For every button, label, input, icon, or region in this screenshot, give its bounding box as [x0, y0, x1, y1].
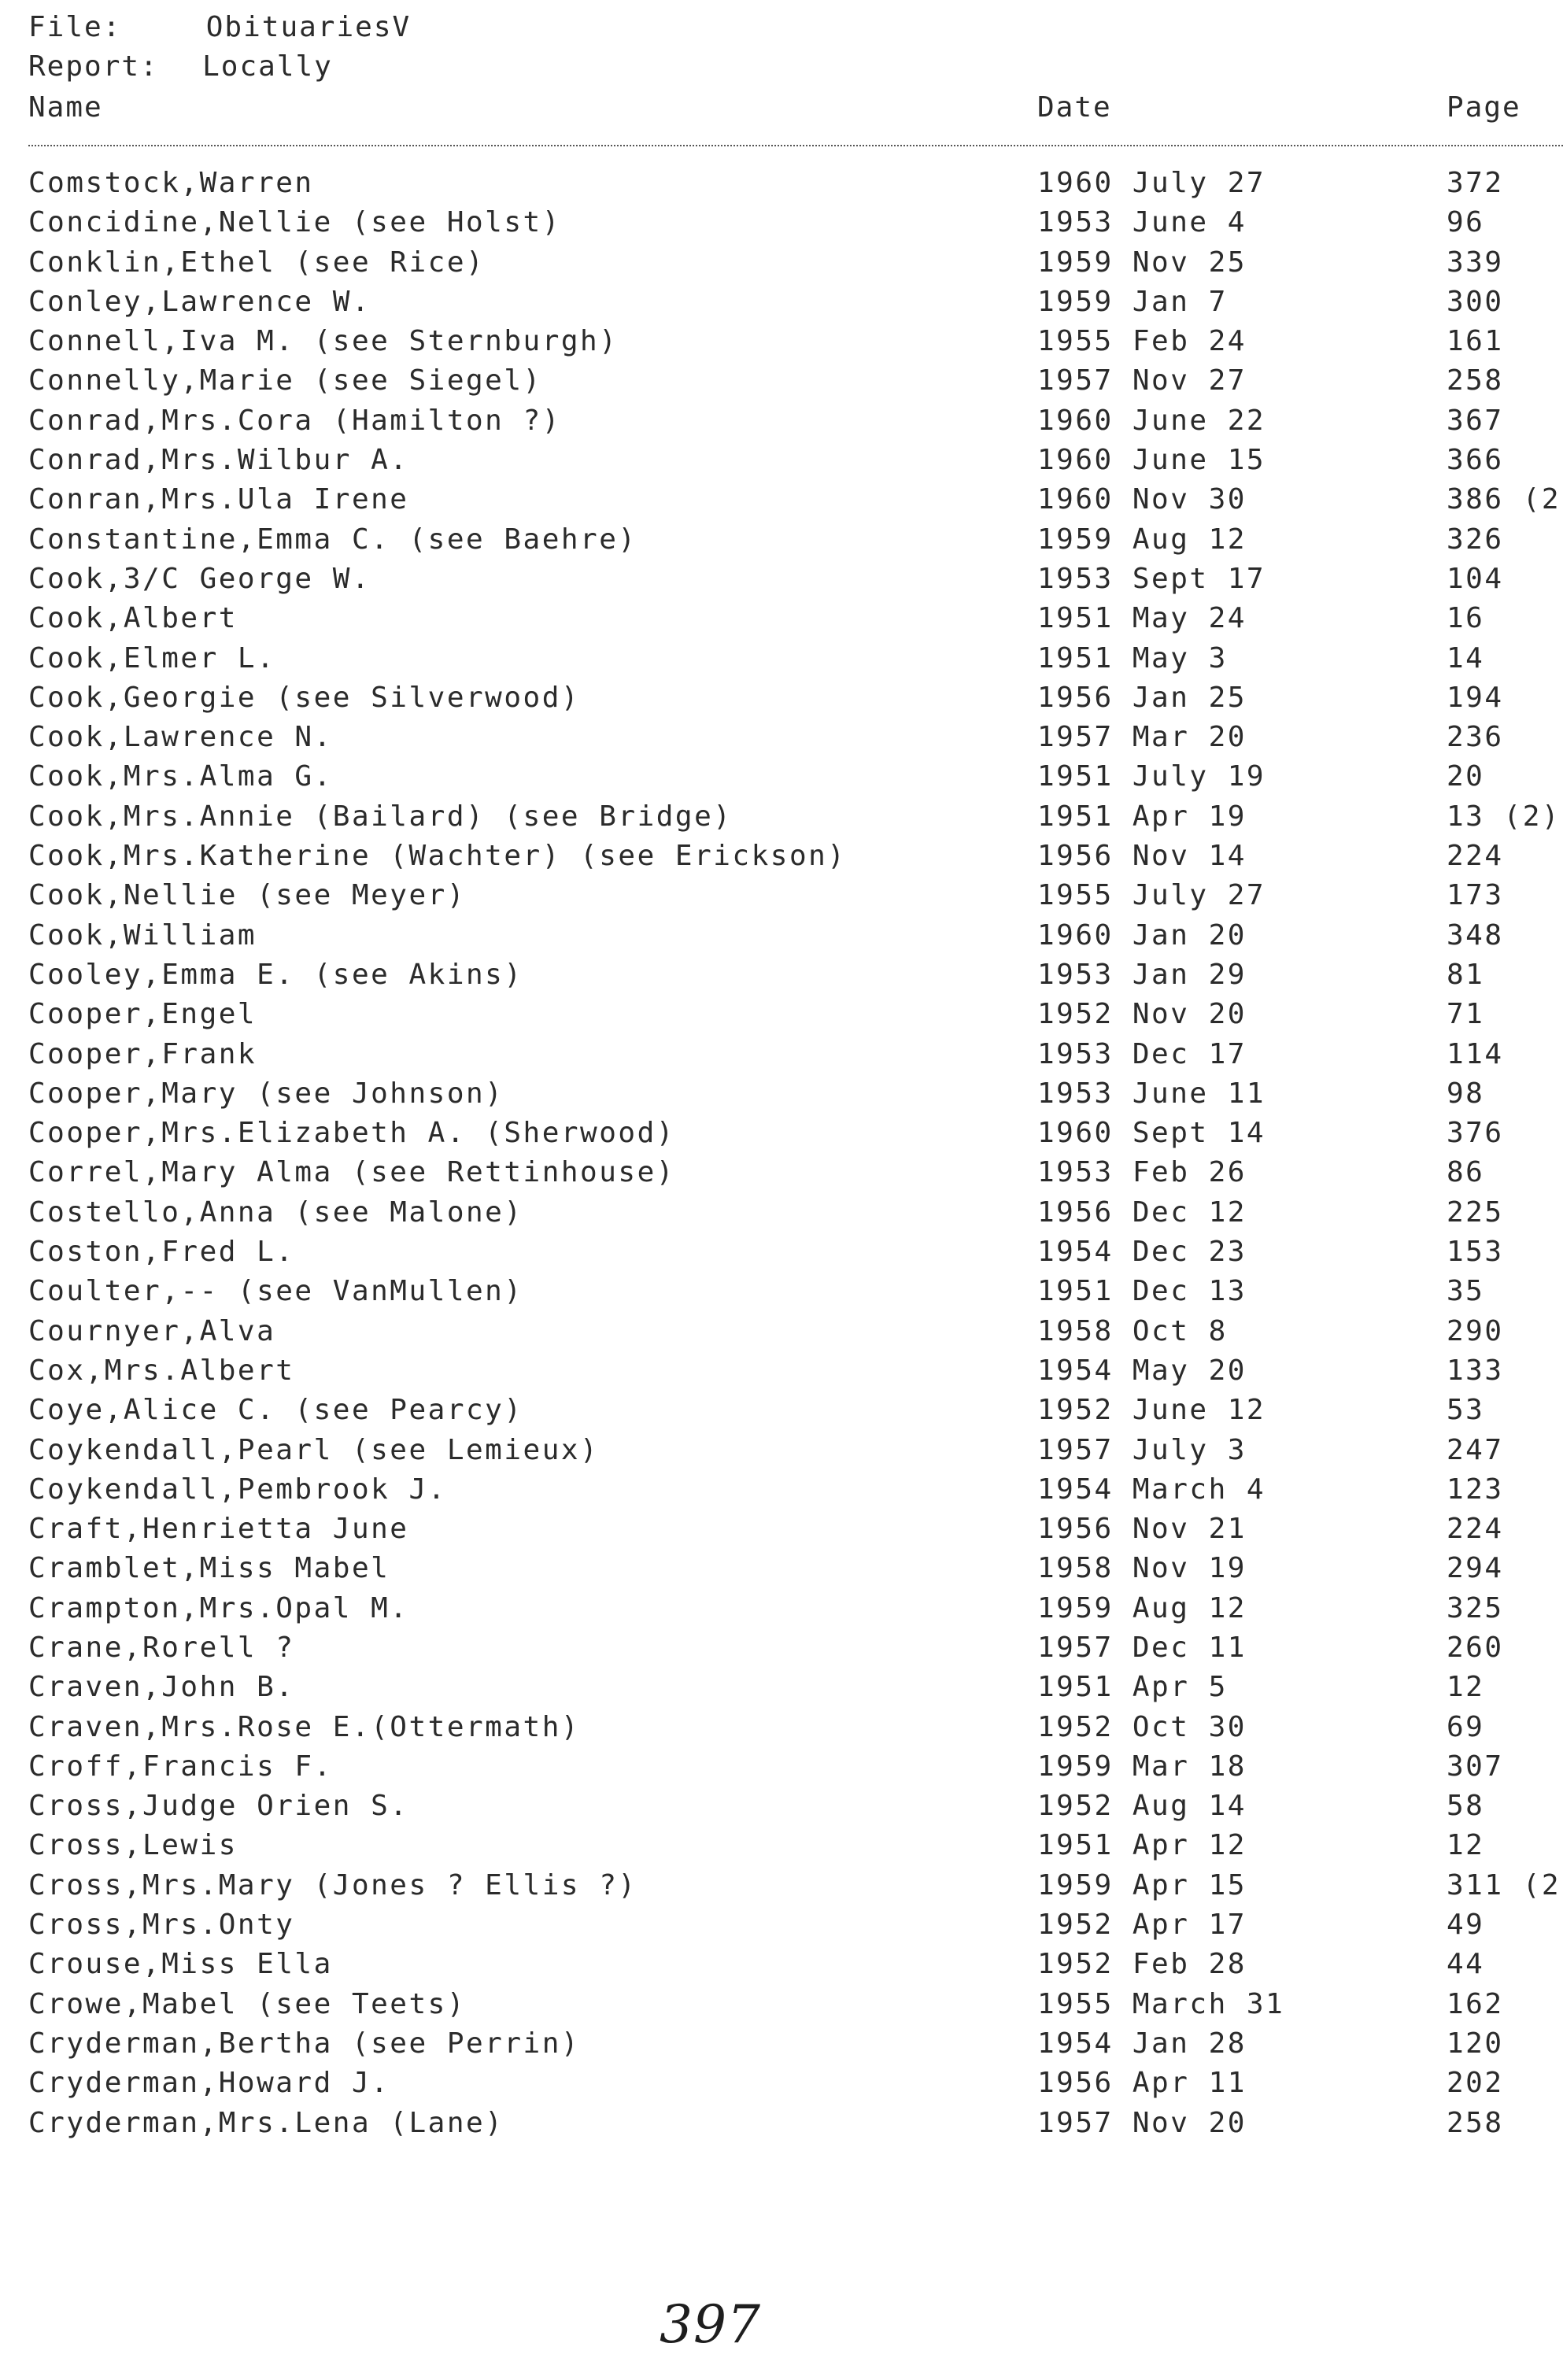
entry-date: 1959 Nov 25	[1037, 246, 1247, 279]
list-item	[0, 206, 1563, 246]
entry-name: Coulter,-- (see VanMullen)	[28, 1275, 523, 1308]
entry-name: Cook,Nellie (see Meyer)	[28, 879, 466, 912]
list-item	[0, 563, 1563, 602]
entry-date: 1953 Sept 17	[1037, 562, 1266, 595]
entry-page: 224	[1447, 840, 1504, 873]
entry-page: 123	[1447, 1473, 1504, 1506]
list-item	[0, 760, 1563, 800]
entry-date: 1954 Dec 23	[1037, 1236, 1247, 1269]
entry-page: 307	[1447, 1750, 1504, 1783]
list-item	[0, 325, 1563, 364]
entry-name: Cook,3/C George W.	[28, 562, 371, 595]
list-item	[0, 1790, 1563, 1829]
entry-page: 120	[1447, 2027, 1504, 2060]
entry-page: 13 (2)	[1447, 800, 1561, 833]
entry-name: Crane,Rorell ?	[28, 1631, 295, 1664]
entry-date: 1960 July 27	[1037, 167, 1266, 199]
entry-date: 1955 March 31	[1037, 1987, 1285, 2020]
entry-page: 35	[1447, 1275, 1485, 1308]
entry-date: 1960 Nov 30	[1037, 483, 1247, 516]
entry-date: 1952 Nov 20	[1037, 998, 1247, 1031]
entry-date: 1957 Dec 11	[1037, 1631, 1247, 1664]
entry-page: 367	[1447, 404, 1504, 437]
entry-name: Coston,Fred L.	[28, 1236, 295, 1269]
list-item	[0, 2067, 1563, 2106]
entry-page: 71	[1447, 998, 1485, 1031]
list-item	[0, 1552, 1563, 1591]
entry-name: Cryderman,Bertha (see Perrin)	[28, 2027, 581, 2060]
entry-page: 260	[1447, 1631, 1504, 1664]
list-item	[0, 364, 1563, 404]
page-number: 397	[660, 2294, 761, 2355]
entry-name: Craven,Mrs.Rose E.(Ottermath)	[28, 1710, 581, 1743]
list-item	[0, 523, 1563, 563]
entry-name: Constantine,Emma C. (see Baehre)	[28, 523, 637, 556]
entry-name: Coye,Alice C. (see Pearcy)	[28, 1394, 523, 1427]
list-item	[0, 840, 1563, 879]
entry-page: 69	[1447, 1710, 1485, 1743]
entry-page: 173	[1447, 879, 1504, 912]
list-item	[0, 1473, 1563, 1513]
entry-date: 1952 Aug 14	[1037, 1790, 1247, 1823]
entry-date: 1956 Dec 12	[1037, 1196, 1247, 1229]
entry-date: 1957 Mar 20	[1037, 721, 1247, 754]
list-item	[0, 1315, 1563, 1354]
entry-name: Cryderman,Mrs.Lena (Lane)	[28, 2106, 504, 2139]
entry-page: 372	[1447, 167, 1504, 199]
list-item	[0, 682, 1563, 721]
entry-page: 326	[1447, 523, 1504, 556]
entry-page: 98	[1447, 1077, 1485, 1110]
entry-name: Conrad,Mrs.Cora (Hamilton ?)	[28, 404, 561, 437]
entry-date: 1958 Oct 8	[1037, 1314, 1228, 1347]
list-item	[0, 1236, 1563, 1275]
report-line	[28, 50, 333, 83]
entry-date: 1957 Nov 27	[1037, 364, 1247, 397]
entry-page: 49	[1447, 1909, 1485, 1942]
entry-date: 1952 June 12	[1037, 1394, 1266, 1427]
entry-date: 1952 Apr 17	[1037, 1909, 1247, 1942]
list-item	[0, 1434, 1563, 1473]
list-item	[0, 1038, 1563, 1077]
entry-date: 1957 July 3	[1037, 1433, 1247, 1466]
list-item	[0, 879, 1563, 918]
entry-page: 114	[1447, 1037, 1504, 1070]
entry-date: 1959 Apr 15	[1037, 1868, 1247, 1901]
list-item	[0, 1592, 1563, 1632]
file-line	[28, 11, 411, 43]
list-item	[0, 444, 1563, 483]
entry-name: Cook,Albert	[28, 602, 238, 635]
entry-date: 1958 Nov 19	[1037, 1552, 1247, 1585]
list-item	[0, 1354, 1563, 1394]
entry-date: 1959 Aug 12	[1037, 1591, 1247, 1624]
entry-date: 1951 Apr 19	[1037, 800, 1247, 833]
entry-page: 339	[1447, 246, 1504, 279]
entry-name: Cooper,Mary (see Johnson)	[28, 1077, 504, 1110]
entry-name: Cook,Mrs.Alma G.	[28, 760, 333, 793]
list-item	[0, 405, 1563, 444]
list-item	[0, 1156, 1563, 1196]
entry-date: 1952 Oct 30	[1037, 1710, 1247, 1743]
entry-name: Conklin,Ethel (see Rice)	[28, 246, 486, 279]
entry-name: Cramblet,Miss Mabel	[28, 1552, 390, 1585]
entry-name: Cross,Judge Orien S.	[28, 1790, 409, 1823]
entry-name: Conley,Lawrence W.	[28, 285, 371, 318]
entry-page: 161	[1447, 325, 1504, 358]
list-item	[0, 1275, 1563, 1314]
entry-page: 20	[1447, 760, 1485, 793]
report-value: Locally	[202, 50, 333, 83]
entry-date: 1951 Dec 13	[1037, 1275, 1247, 1308]
list-item	[0, 246, 1563, 286]
entry-page: 153	[1447, 1236, 1504, 1269]
entry-name: Costello,Anna (see Malone)	[28, 1196, 523, 1229]
list-item	[0, 1671, 1563, 1710]
entry-name: Cryderman,Howard J.	[28, 2067, 390, 2100]
column-header-date: Date	[1037, 91, 1112, 124]
entry-date: 1952 Feb 28	[1037, 1948, 1247, 1981]
entry-name: Craft,Henrietta June	[28, 1513, 409, 1546]
entry-page: 386 (2	[1447, 483, 1561, 516]
entry-date: 1951 May 3	[1037, 641, 1228, 674]
entry-date: 1951 July 19	[1037, 760, 1266, 793]
file-value: ObituariesV	[205, 11, 412, 43]
entry-page: 14	[1447, 641, 1485, 674]
entry-date: 1953 Feb 26	[1037, 1156, 1247, 1189]
entry-page: 294	[1447, 1552, 1504, 1585]
entry-page: 247	[1447, 1433, 1504, 1466]
entry-page: 81	[1447, 958, 1485, 991]
entry-date: 1959 Aug 12	[1037, 523, 1247, 556]
entry-page: 300	[1447, 285, 1504, 318]
entry-page: 12	[1447, 1829, 1485, 1862]
entry-page: 366	[1447, 444, 1504, 477]
entry-name: Craven,John B.	[28, 1671, 295, 1704]
list-item	[0, 919, 1563, 959]
list-item	[0, 1394, 1563, 1433]
list-item	[0, 167, 1563, 206]
entry-date: 1951 Apr 12	[1037, 1829, 1247, 1862]
entry-date: 1957 Nov 20	[1037, 2106, 1247, 2139]
entry-page: 311 (2	[1447, 1868, 1561, 1901]
entry-name: Crouse,Miss Ella	[28, 1948, 333, 1981]
list-item	[0, 1632, 1563, 1671]
entry-name: Connelly,Marie (see Siegel)	[28, 364, 542, 397]
list-item	[0, 998, 1563, 1037]
entry-name: Cox,Mrs.Albert	[28, 1354, 295, 1387]
entry-name: Conrad,Mrs.Wilbur A.	[28, 444, 409, 477]
entry-page: 133	[1447, 1354, 1504, 1387]
entry-date: 1953 Jan 29	[1037, 958, 1247, 991]
entry-name: Cross,Mrs.Mary (Jones ? Ellis ?)	[28, 1868, 637, 1901]
list-item	[0, 1513, 1563, 1552]
list-item	[0, 1077, 1563, 1117]
entry-name: Coykendall,Pearl (see Lemieux)	[28, 1433, 600, 1466]
list-item	[0, 1988, 1563, 2027]
entry-name: Cournyer,Alva	[28, 1314, 276, 1347]
entry-page: 53	[1447, 1394, 1485, 1427]
report-label: Report:	[28, 50, 159, 83]
column-header-name: Name	[28, 91, 103, 124]
entry-page: 12	[1447, 1671, 1485, 1704]
entry-date: 1956 Nov 14	[1037, 840, 1247, 873]
entry-name: Crowe,Mabel (see Teets)	[28, 1987, 466, 2020]
entry-name: Croff,Francis F.	[28, 1750, 333, 1783]
list-item	[0, 721, 1563, 760]
entry-page: 96	[1447, 206, 1485, 239]
entry-page: 58	[1447, 1790, 1485, 1823]
entry-name: Cooper,Frank	[28, 1037, 257, 1070]
entry-date: 1960 Jan 20	[1037, 918, 1247, 952]
list-item	[0, 286, 1563, 325]
entry-date: 1959 Mar 18	[1037, 1750, 1247, 1783]
entry-page: 104	[1447, 562, 1504, 595]
list-item	[0, 2107, 1563, 2146]
entry-date: 1951 Apr 5	[1037, 1671, 1228, 1704]
entry-page: 225	[1447, 1196, 1504, 1229]
entry-page: 258	[1447, 2106, 1504, 2139]
entry-name: Cooper,Engel	[28, 998, 257, 1031]
entry-page: 16	[1447, 602, 1485, 635]
entry-name: Cooper,Mrs.Elizabeth A. (Sherwood)	[28, 1117, 675, 1150]
obituary-list	[0, 167, 1563, 2146]
entry-name: Cook,Georgie (see Silverwood)	[28, 681, 581, 714]
entry-date: 1956 Apr 11	[1037, 2067, 1247, 2100]
entry-page: 236	[1447, 721, 1504, 754]
list-item	[0, 1117, 1563, 1156]
entry-page: 44	[1447, 1948, 1485, 1981]
list-item	[0, 1829, 1563, 1868]
entry-date: 1956 Jan 25	[1037, 681, 1247, 714]
entry-date: 1954 March 4	[1037, 1473, 1266, 1506]
list-item	[0, 1711, 1563, 1750]
entry-page: 258	[1447, 364, 1504, 397]
entry-page: 162	[1447, 1987, 1504, 2020]
list-item	[0, 1948, 1563, 1987]
entry-name: Coykendall,Pembrook J.	[28, 1473, 447, 1506]
entry-date: 1956 Nov 21	[1037, 1513, 1247, 1546]
entry-page: 194	[1447, 681, 1504, 714]
entry-name: Cook,William	[28, 918, 257, 952]
entry-name: Cooley,Emma E. (see Akins)	[28, 958, 523, 991]
list-item	[0, 1750, 1563, 1790]
entry-page: 224	[1447, 1513, 1504, 1546]
header-divider	[28, 145, 1563, 146]
list-item	[0, 1196, 1563, 1236]
entry-name: Cook,Lawrence N.	[28, 721, 333, 754]
entry-page: 290	[1447, 1314, 1504, 1347]
entry-name: Cook,Mrs.Annie (Bailard) (see Bridge)	[28, 800, 733, 833]
list-item	[0, 800, 1563, 840]
entry-date: 1959 Jan 7	[1037, 285, 1228, 318]
list-item	[0, 1909, 1563, 1948]
entry-date: 1953 June 11	[1037, 1077, 1266, 1110]
entry-page: 202	[1447, 2067, 1504, 2100]
entry-name: Cook,Elmer L.	[28, 641, 276, 674]
entry-date: 1955 July 27	[1037, 879, 1266, 912]
file-label: File:	[28, 11, 122, 43]
list-item	[0, 959, 1563, 998]
entry-name: Conran,Mrs.Ula Irene	[28, 483, 409, 516]
entry-name: Crampton,Mrs.Opal M.	[28, 1591, 409, 1624]
entry-name: Comstock,Warren	[28, 167, 314, 199]
entry-name: Cross,Mrs.Onty	[28, 1909, 295, 1942]
entry-date: 1954 Jan 28	[1037, 2027, 1247, 2060]
entry-name: Cross,Lewis	[28, 1829, 238, 1862]
list-item	[0, 2027, 1563, 2067]
entry-date: 1960 Sept 14	[1037, 1117, 1266, 1150]
entry-page: 86	[1447, 1156, 1485, 1189]
column-header-page: Page	[1447, 91, 1521, 124]
entry-name: Cook,Mrs.Katherine (Wachter) (see Erickson)	[28, 840, 847, 873]
entry-date: 1960 June 22	[1037, 404, 1266, 437]
entry-name: Concidine,Nellie (see Holst)	[28, 206, 561, 239]
entry-page: 348	[1447, 918, 1504, 952]
entry-date: 1960 June 15	[1037, 444, 1266, 477]
entry-page: 376	[1447, 1117, 1504, 1150]
entry-name: Correl,Mary Alma (see Rettinhouse)	[28, 1156, 675, 1189]
entry-name: Connell,Iva M. (see Sternburgh)	[28, 325, 619, 358]
list-item	[0, 602, 1563, 641]
list-item	[0, 1869, 1563, 1909]
entry-page: 325	[1447, 1591, 1504, 1624]
entry-date: 1951 May 24	[1037, 602, 1247, 635]
list-item	[0, 483, 1563, 523]
list-item	[0, 642, 1563, 682]
entry-date: 1953 June 4	[1037, 206, 1247, 239]
entry-date: 1955 Feb 24	[1037, 325, 1247, 358]
entry-date: 1954 May 20	[1037, 1354, 1247, 1387]
entry-date: 1953 Dec 17	[1037, 1037, 1247, 1070]
